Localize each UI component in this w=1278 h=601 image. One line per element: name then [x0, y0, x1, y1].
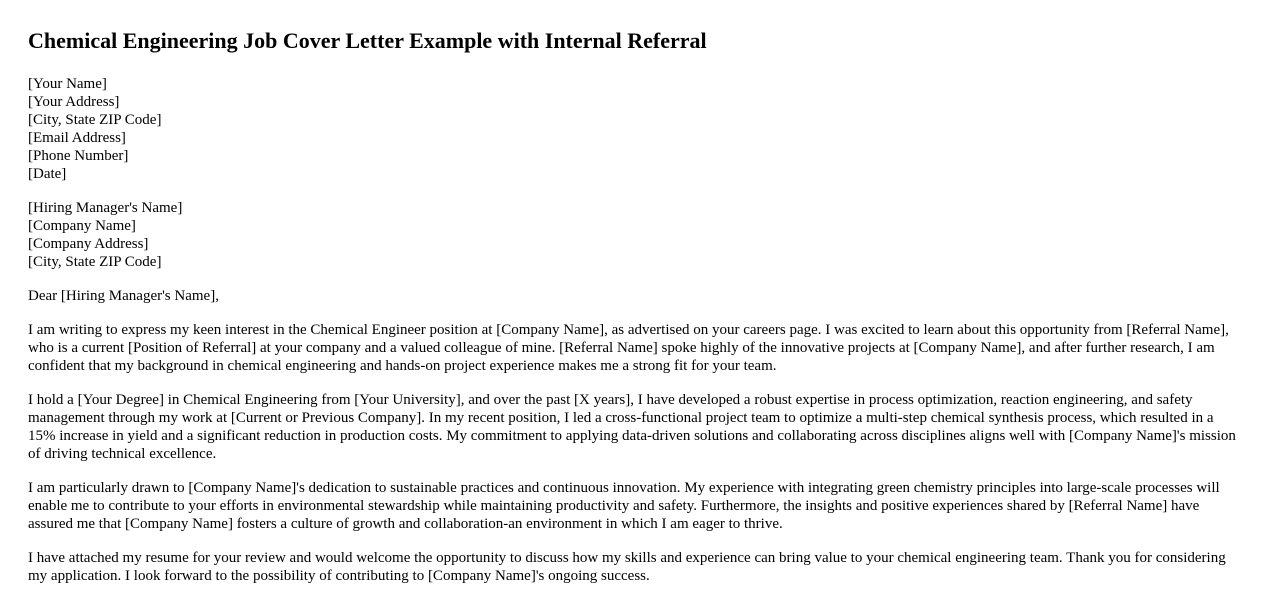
letter-date: [Date] [28, 166, 67, 182]
sender-city-state-zip: [City, State ZIP Code] [28, 112, 162, 128]
recipient-name: [Hiring Manager's Name] [28, 200, 183, 216]
cover-letter-document [28, 27, 1240, 601]
paragraph-introduction: I am writing to express my keen interest in the Chemical Engineer position at [Company Name], as advertised on your careers page. I was excited to learn about this opportunity from [Referral Name], who is a current [Position of Referral] at your company and a valued colleague of mine. [Referral Name] spoke highly of the innovative projects at [Company Name], and after further research, I am confident that my background in chemical engineering and hands-on project experience makes me a strong fit for your team. [28, 322, 1229, 374]
recipient-address-block [28, 199, 1240, 271]
salutation: Dear [Hiring Manager's Name], [28, 288, 219, 304]
sender-name: [Your Name] [28, 76, 107, 92]
page-title: Chemical Engineering Job Cover Letter Example with Internal Referral [28, 28, 707, 53]
paragraph-closing: I have attached my resume for your review and would welcome the opportunity to discuss how my skills and experience can bring value to your chemical engineering team. Thank you for considering my application. I look forward to the possibility of contributing to [Company Name]'s ongoing success. [28, 550, 1226, 584]
sender-email: [Email Address] [28, 130, 126, 146]
sender-address-block [28, 75, 1240, 183]
paragraph-qualifications: I hold a [Your Degree] in Chemical Engineering from [Your University], and over the past [X years], I have developed a robust expertise in process optimization, reaction engineering, and safety management through my work at [Current or Previous Company]. In my recent position, I led a cross-functional project team to optimize a multi-step chemical synthesis process, which resulted in a 15% increase in yield and a significant reduction in production costs. My commitment to applying data-driven solutions and collaborating across disciplines aligns well with [Company Name]'s mission of driving technical excellence. [28, 392, 1236, 462]
paragraph-motivation: I am particularly drawn to [Company Name]'s dedication to sustainable practices and continuous innovation. My experience with integrating green chemistry principles into large-scale processes will enable me to contribute to your efforts in environmental stewardship while maintaining productivity and safety. Furthermore, the insights and positive experiences shared by [Referral Name] have assured me that [Company Name] fosters a culture of growth and collaboration-an environment in which I am eager to thrive. [28, 480, 1220, 532]
recipient-company: [Company Name] [28, 218, 136, 234]
recipient-address: [Company Address] [28, 236, 149, 252]
sender-phone: [Phone Number] [28, 148, 129, 164]
recipient-city-state-zip: [City, State ZIP Code] [28, 254, 162, 270]
sender-address: [Your Address] [28, 94, 120, 110]
